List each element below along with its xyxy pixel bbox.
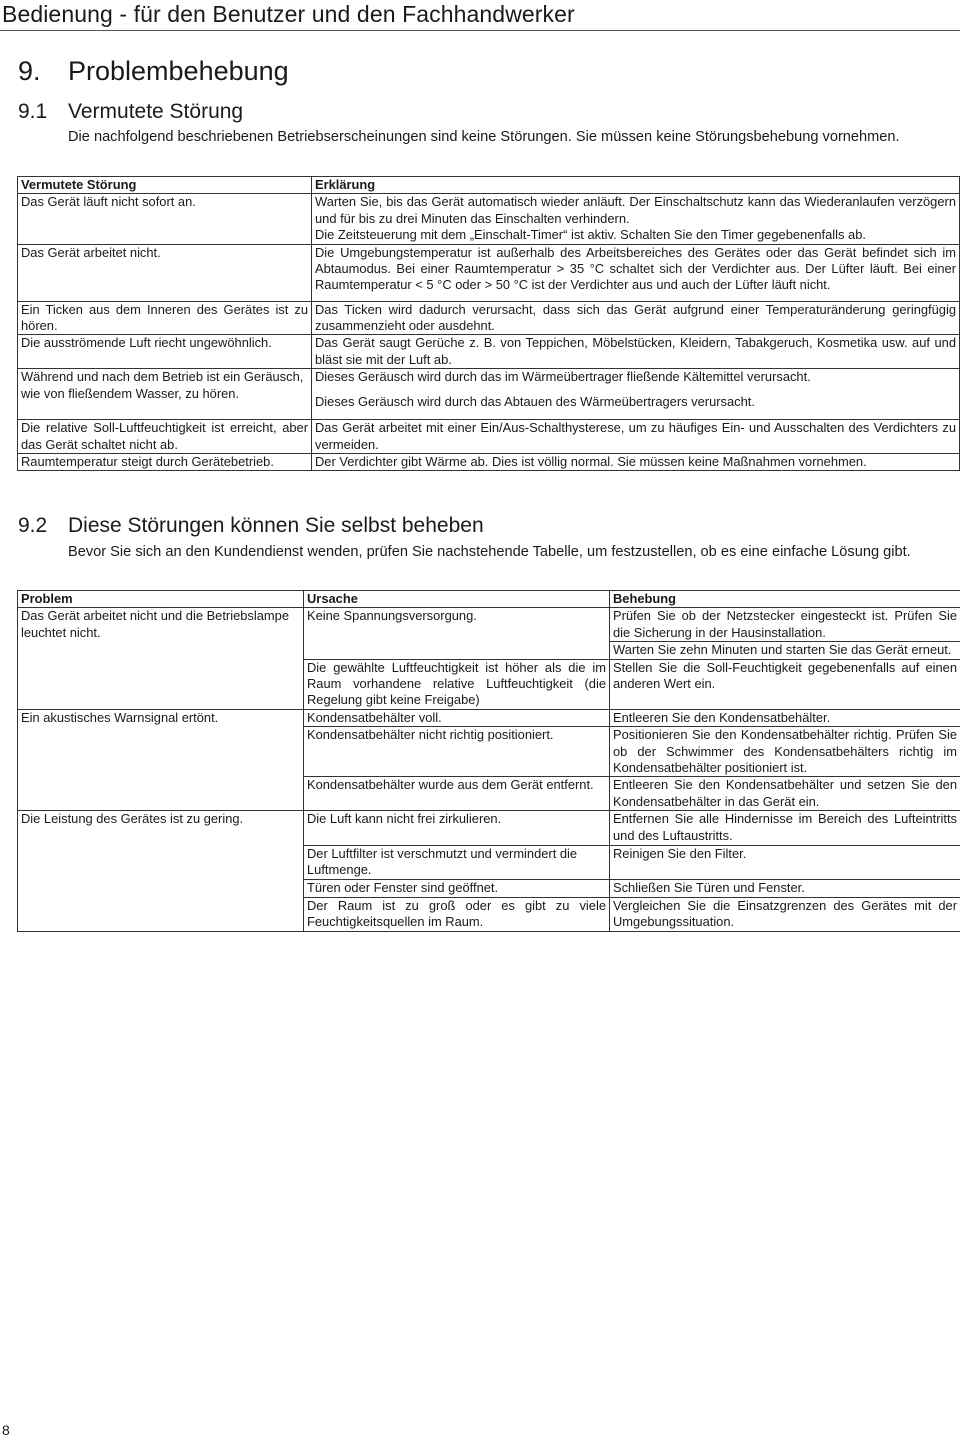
section-9-2-heading [18, 514, 484, 538]
fix-cell: Stellen Sie die Soll-Feuchtigkeit gegebenenfalls auf einen anderen Wert ein. [610, 659, 960, 709]
explanation-cell: Das Gerät arbeitet mit einer Ein/Aus-Schalthysterese, um zu häufiges Ein- und Ausschalten des Verdichters zu vermeiden. [312, 420, 960, 454]
column-header: Problem [18, 591, 304, 608]
suspected-fault-table [17, 176, 960, 471]
symptom-cell: Ein Ticken aus dem Inneren des Gerätes ist zu hören. [18, 301, 312, 335]
fix-cell: Positionieren Sie den Kondensatbehälter richtig. Prüfen Sie ob der Schwimmer des Kondensatbehälters richtig im Kondensatbehälter positioniert ist. [610, 727, 960, 777]
section-title: Diese Störungen können Sie selbst beheben [68, 514, 484, 537]
explanation-cell: Dieses Geräusch wird durch das Abtauen des Wärmeübertragers verursacht. [312, 394, 960, 420]
section-9-heading [18, 56, 289, 87]
section-number: 9.2 [18, 514, 48, 537]
explanation-cell: Die Zeitsteuerung mit dem „Einschalt-Timer“ ist aktiv. Schalten Sie den Timer gegebenenfalls ab. [312, 227, 960, 244]
section-9-1-heading [18, 100, 243, 124]
explanation-cell: Der Verdichter gibt Wärme ab. Dies ist völlig normal. Sie müssen keine Maßnahmen vornehmen. [312, 454, 960, 471]
cause-cell: Der Luftfilter ist verschmutzt und vermindert die Luftmenge. [304, 845, 610, 879]
fix-cell: Entfernen Sie alle Hindernisse im Bereich des Lufteintritts und des Luftaustritts. [610, 811, 960, 845]
table-row [18, 301, 960, 335]
fix-cell: Reinigen Sie den Filter. [610, 845, 960, 879]
explanation-cell: Das Ticken wird dadurch verursacht, dass sich das Gerät aufgrund einer Temperaturänderung geringfügig zusammenzieht oder ausdehnt. [312, 301, 960, 335]
section-title: Problembehebung [68, 56, 289, 86]
column-header: Behebung [610, 591, 960, 608]
fix-cell: Entleeren Sie den Kondensatbehälter und setzen Sie den Kondensatbehälter in das Gerät ein. [610, 777, 960, 811]
table-row [18, 369, 960, 395]
section-title: Vermutete Störung [68, 100, 244, 123]
table-row [18, 454, 960, 471]
fix-cell: Prüfen Sie ob der Netzstecker eingesteckt ist. Prüfen Sie die Sicherung in der Hausinstallation. [610, 608, 960, 642]
header-title: Bedienung - für den Benutzer und den Fachhandwerker [2, 1, 575, 27]
cause-cell: Kondensatbehälter wurde aus dem Gerät entfernt. [304, 777, 610, 811]
table-row [18, 709, 960, 726]
fix-cell: Vergleichen Sie die Einsatzgrenzen des Gerätes mit der Umgebungssituation. [610, 897, 960, 931]
explanation-cell: Warten Sie, bis das Gerät automatisch wieder anläuft. Der Einschaltschutz kann das Wiederanlaufen verzögern und für bis zu drei Minuten das Einschalten verhindern. [312, 194, 960, 227]
problem-cell: Die Leistung des Gerätes ist zu gering. [18, 811, 304, 932]
symptom-cell: Während und nach dem Betrieb ist ein Geräusch, wie von fließendem Wasser, zu hören. [18, 369, 312, 420]
table-row [18, 335, 960, 369]
table-header-row [18, 591, 960, 608]
cause-cell: Kondensatbehälter nicht richtig positioniert. [304, 727, 610, 777]
cause-cell: Türen oder Fenster sind geöffnet. [304, 880, 610, 898]
page-number: 8 [2, 1422, 10, 1438]
table-header-row [18, 177, 960, 194]
explanation-cell: Dieses Geräusch wird durch das im Wärmeübertrager fließende Kältemittel verursacht. [312, 369, 960, 395]
column-header: Vermutete Störung [18, 177, 312, 194]
column-header: Erklärung [312, 177, 960, 194]
cause-cell: Kondensatbehälter voll. [304, 709, 610, 726]
fix-cell: Entleeren Sie den Kondensatbehälter. [610, 709, 960, 726]
symptom-cell: Das Gerät arbeitet nicht. [18, 244, 312, 301]
symptom-cell: Die relative Soll-Luftfeuchtigkeit ist erreicht, aber das Gerät schaltet nicht ab. [18, 420, 312, 454]
symptom-cell: Die ausströmende Luft riecht ungewöhnlich. [18, 335, 312, 369]
table-row [18, 608, 960, 642]
column-header: Ursache [304, 591, 610, 608]
fix-cell: Schließen Sie Türen und Fenster. [610, 880, 960, 898]
cause-cell: Der Raum ist zu groß oder es gibt zu viele Feuchtigkeitsquellen im Raum. [304, 897, 610, 931]
section-9-2-intro: Bevor Sie sich an den Kundendienst wenden, prüfen Sie nachstehende Tabelle, um festzustellen, ob es eine einfache Lösung gibt. [68, 544, 911, 560]
table-row [18, 811, 960, 845]
fix-cell: Warten Sie zehn Minuten und starten Sie das Gerät erneut. [610, 642, 960, 659]
table-row [18, 244, 960, 301]
symptom-cell: Raumtemperatur steigt durch Gerätebetrieb. [18, 454, 312, 471]
page-header [0, 0, 960, 31]
troubleshooting-table [17, 590, 960, 932]
section-number: 9. [18, 56, 41, 86]
symptom-cell: Das Gerät läuft nicht sofort an. [18, 194, 312, 244]
explanation-cell: Das Gerät saugt Gerüche z. B. von Teppichen, Möbelstücken, Kleidern, Tabakgeruch, Kosmetika usw. auf und bläst sie mit der Luft ab. [312, 335, 960, 369]
cause-cell: Die Luft kann nicht frei zirkulieren. [304, 811, 610, 845]
table-row [18, 194, 960, 227]
table-row [18, 420, 960, 454]
problem-cell: Ein akustisches Warnsignal ertönt. [18, 709, 304, 810]
cause-cell: Keine Spannungsversorgung. [304, 608, 610, 659]
cause-cell: Die gewählte Luftfeuchtigkeit ist höher als die im Raum vorhandene relative Luftfeuchtigkeit (die Regelung gibt keine Freigabe) [304, 659, 610, 709]
problem-cell: Das Gerät arbeitet nicht und die Betriebslampe leuchtet nicht. [18, 608, 304, 709]
explanation-cell: Die Umgebungstemperatur ist außerhalb des Arbeitsbereiches des Gerätes oder das Gerät befindet sich im Abtaumodus. Bei einer Raumtemperatur > 35 °C schaltet sich der Verdichter aus. Der Lüfter läuft. Bei einer Raumtemperatur < 5 °C oder > 50 °C ist der Verdichter aus und auch der Lüfter läuft nicht. [312, 244, 960, 301]
section-9-1-intro: Die nachfolgend beschriebenen Betriebserscheinungen sind keine Störungen. Sie müssen keine Störungsbehebung vornehmen. [68, 129, 900, 145]
section-number: 9.1 [18, 100, 48, 123]
